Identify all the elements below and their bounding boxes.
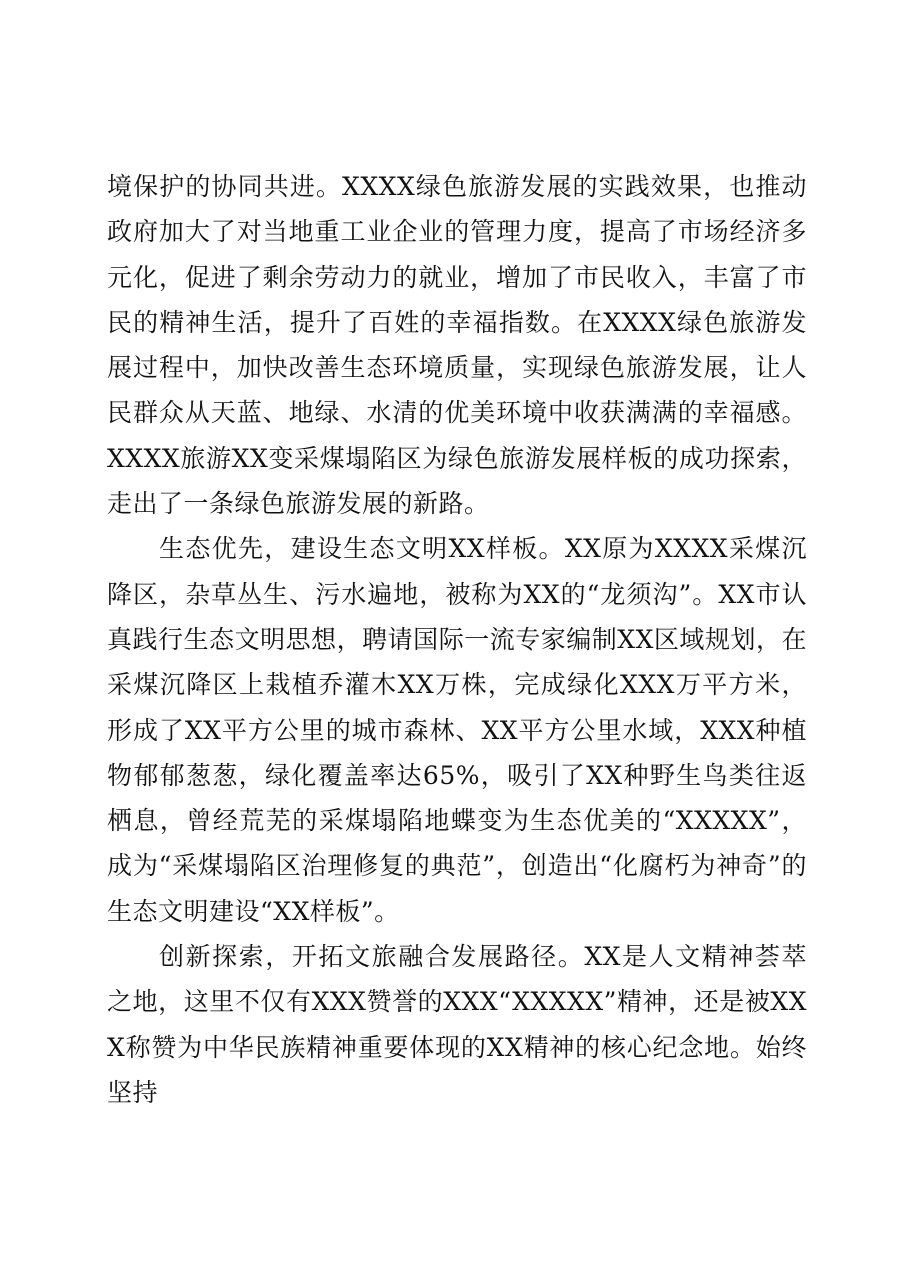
paragraph-continued: 境保护的协同共进。XXXX绿色旅游发展的实践效果，也推动政府加大了对当地重工业企业的管理力度，提高了市场经济多元化，促进了剩余劳动力的就业，增加了市民收入，丰富了市民的精神生活，提升了百姓的幸福指数。在XXXX绿色旅游发展过程中，加快改善生态环境质量，实现绿色旅游发展，让人民群众从天蓝、地绿、水清的优美环境中收获满满的幸福感。XXXX旅游XX变采煤塌陷区为绿色旅游发展样板的成功探索，走出了一条绿色旅游发展的新路。 bbox=[107, 172, 807, 519]
body-text bbox=[107, 164, 807, 1115]
paragraph-ecology: 生态优先，建设生态文明XX样板。XX原为XXXX采煤沉降区，杂草丛生、污水遍地，被称为XX的“龙须沟”。XX市认真践行生态文明思想，聘请国际一流专家编制XX区域规划，在采煤沉降区上栽植乔灌木XX万株，完成绿化XXX万平方米，形成了XX平方公里的城市森林、XX平方公里水域，XXX种植物郁郁葱葱，绿化覆盖率达65%，吸引了XX种野生鸟类往返栖息，曾经荒芜的采煤塌陷地蝶变为生态优美的“XXXXX”，成为“采煤塌陷区治理修复的典范”，创造出“化腐朽为神奇”的生态文明建设“XX样板”。 bbox=[107, 534, 807, 926]
paragraph-culture-tourism: 创新探索，开拓文旅融合发展路径。XX是人文精神荟萃之地，这里不仅有XXX赞誉的XXX“XXXXX”精神，还是被XXX称赞为中华民族精神重要体现的XX精神的核心纪念地。始终坚持 bbox=[107, 942, 807, 1107]
